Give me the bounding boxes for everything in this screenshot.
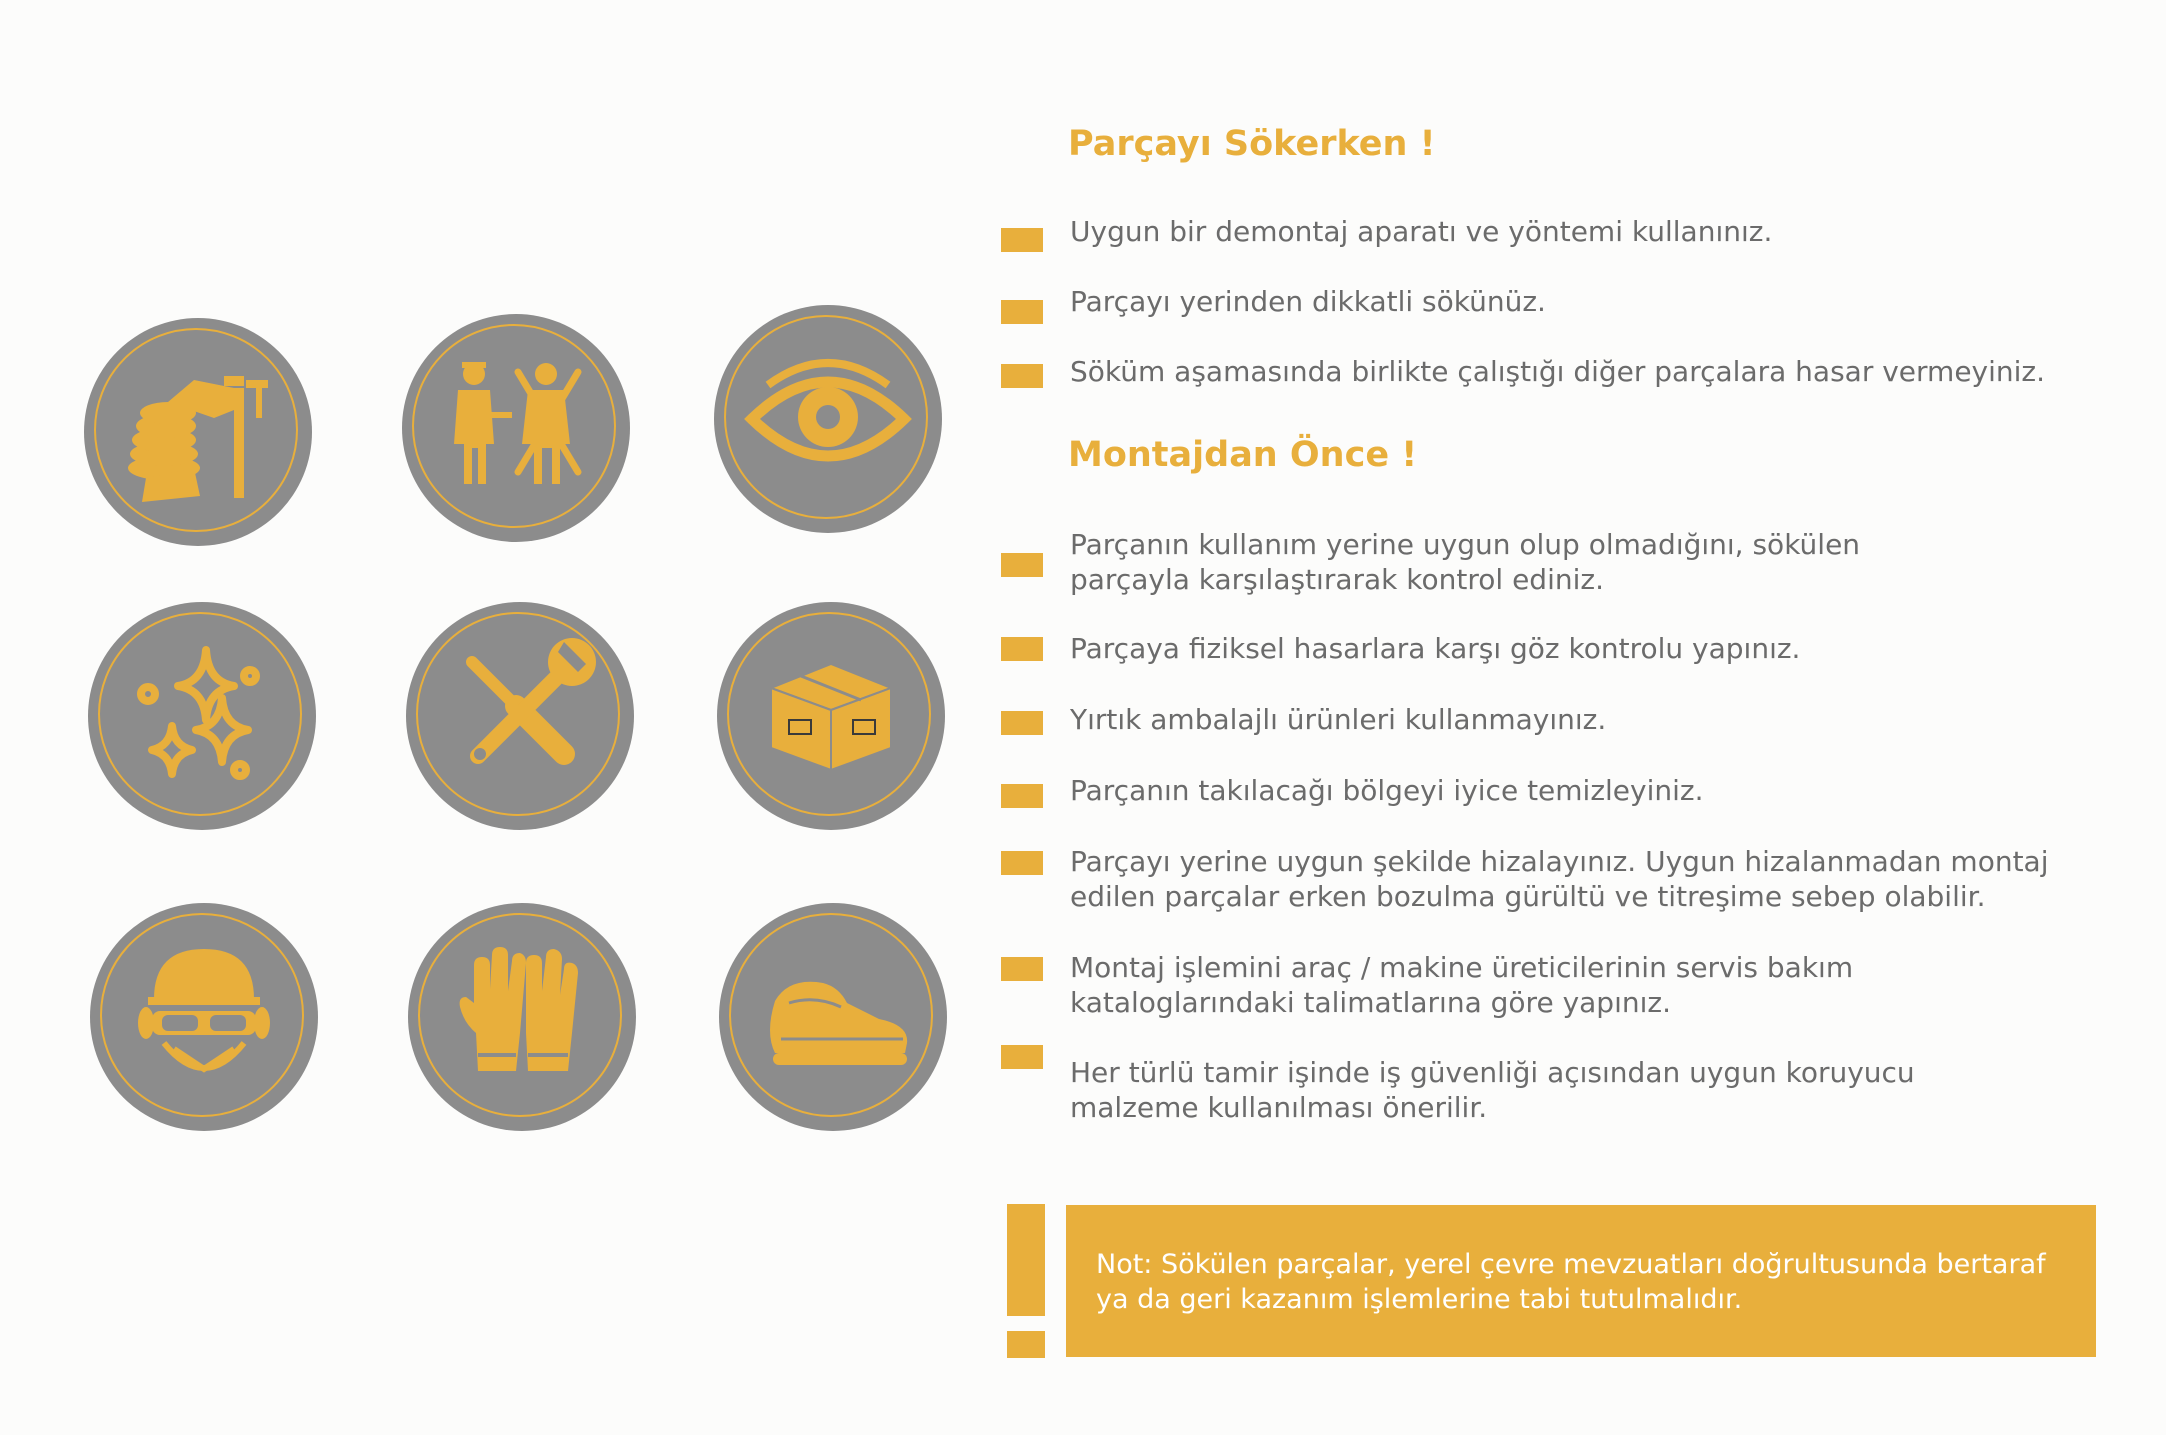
bullet-marker xyxy=(1001,553,1043,577)
note-box xyxy=(1066,1205,2096,1357)
list-item: Parçayı yerinden dikkatli sökünüz. xyxy=(1070,285,1546,318)
bullet-marker xyxy=(1001,637,1043,661)
bullet-marker xyxy=(1001,957,1043,981)
list-item: Uygun bir demontaj aparatı ve yöntemi kullanınız. xyxy=(1070,215,1773,248)
bullet-marker xyxy=(1001,228,1043,252)
bullet-marker xyxy=(1001,300,1043,324)
bullet-marker xyxy=(1001,711,1043,735)
work-gloves-icon xyxy=(408,903,636,1131)
screwdriver-wrench-icon xyxy=(406,602,634,830)
bullet-marker xyxy=(1001,851,1043,875)
helmet-goggles-mask-icon xyxy=(90,903,318,1131)
note-text: Not: Sökülen parçalar, yerel çevre mevzuatları doğrultusunda bertaraf ya da geri kazanım işlemlerine tabi tutulmalıdır. xyxy=(1096,1249,2046,1315)
list-item: Her türlü tamir işinde iş güvenliği açısından uygun koruyucu malzeme kullanılması önerilir. xyxy=(1070,1056,1915,1124)
bullet-marker xyxy=(1001,1045,1043,1069)
exclamation-icon xyxy=(1007,1204,1045,1316)
list-item: Parçayı yerine uygun şekilde hizalayınız. Uygun hizalanmadan montaj edilen parçalar erken bozulma gürültü ve titreşime sebep olabilir. xyxy=(1070,845,2049,913)
list-item: Söküm aşamasında birlikte çalıştığı diğer parçalara hasar vermeyiniz. xyxy=(1070,355,2046,388)
list-item: Parçanın takılacağı bölgeyi iyice temizleyiniz. xyxy=(1070,774,1704,807)
section-title-montajdan-once: Montajdan Önce ! xyxy=(1068,435,1418,475)
eye-icon xyxy=(714,305,942,533)
list-item: Yırtık ambalajlı ürünleri kullanmayınız. xyxy=(1070,703,1607,736)
list-item: Montaj işlemini araç / makine üreticilerinin servis bakım kataloglarındaki talimatlarına göre yapınız. xyxy=(1070,951,1854,1019)
safety-shoe-icon xyxy=(719,903,947,1131)
bullet-marker xyxy=(1001,364,1043,388)
section-title-sokerken: Parçayı Sökerken ! xyxy=(1068,124,1436,164)
cardboard-box-icon xyxy=(717,602,945,830)
exclamation-dot xyxy=(1007,1331,1045,1358)
sparkle-clean-icon xyxy=(88,602,316,830)
list-item: Parçaya fiziksel hasarlara karşı göz kontrolu yapınız. xyxy=(1070,632,1801,665)
list-item: Parçanın kullanım yerine uygun olup olmadığını, sökülen parçayla karşılaştırarak kontrol ediniz. xyxy=(1070,528,1861,596)
worker-no-helper-icon xyxy=(402,314,630,542)
bullet-marker xyxy=(1001,784,1043,808)
bearing-caliper-icon xyxy=(84,318,312,546)
